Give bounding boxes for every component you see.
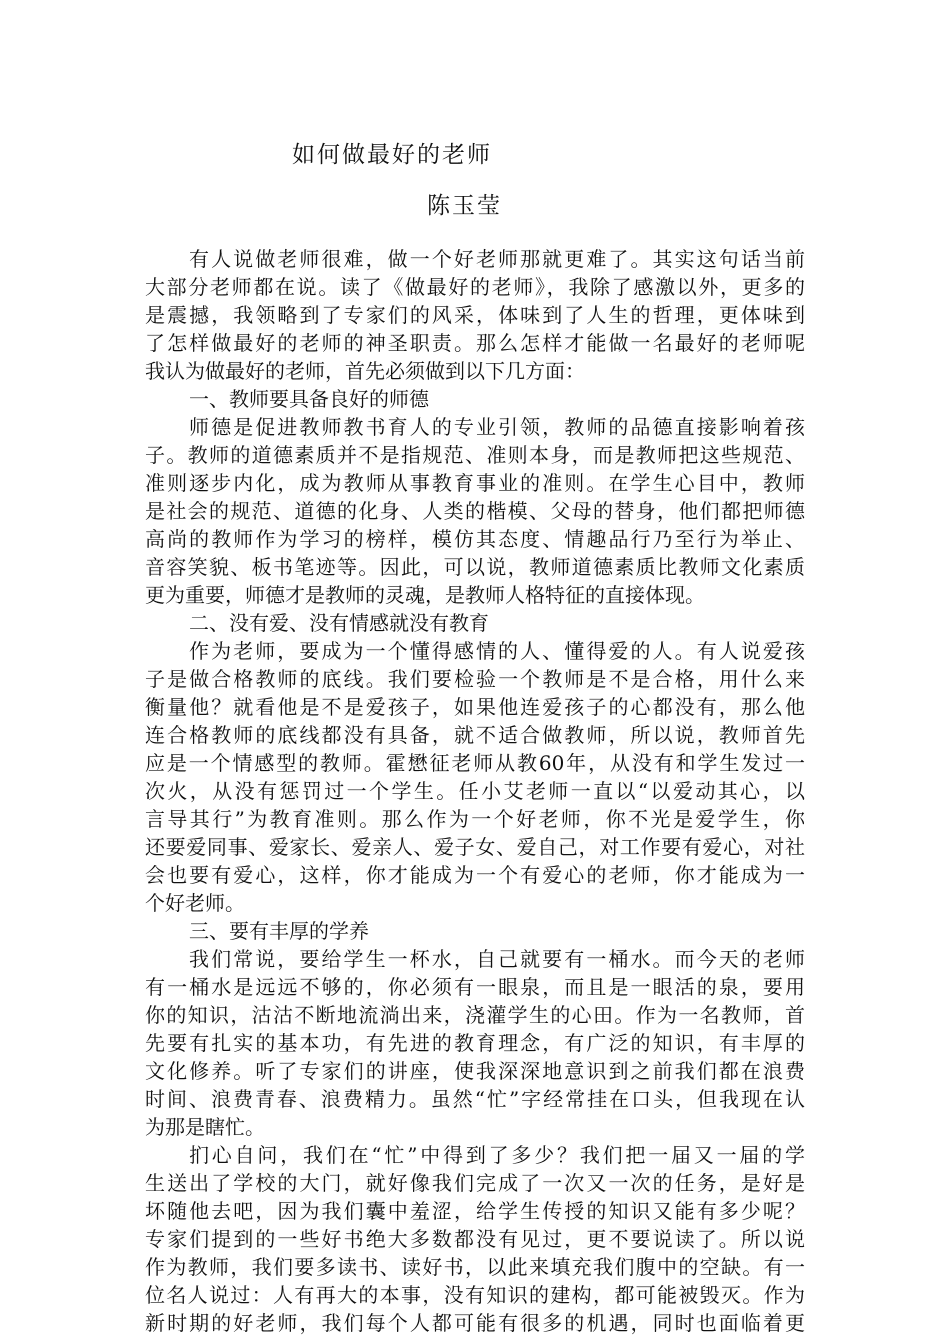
text-line: 大部分老师都在说。读了《做最好的老师》，我除了感激以外，更多的	[145, 275, 805, 299]
text-line: 还要爱同事、爱家长、爱亲人、爱子女、爱自己，对工作要有爱心，对社	[145, 835, 805, 859]
text-line: 高尚的教师作为学习的榜样，模仿其态度、情趣品行乃至行为举止、	[145, 527, 805, 551]
text-line: 了怎样做最好的老师的神圣职责。那么怎样才能做一名最好的老师呢	[145, 331, 805, 355]
text-line: 连合格教师的底线都没有具备，就不适合做教师，所以说，教师首先	[145, 723, 805, 747]
text-line: 我们常说，要给学生一杯水，自己就要有一桶水。而今天的老师	[189, 947, 805, 971]
text-line: 新时期的好老师，我们每个人都可能有很多的机遇，同时也面临着更	[145, 1311, 805, 1335]
text-line: 一、教师要具备良好的师德	[189, 387, 429, 411]
document-body	[145, 245, 805, 1337]
text-line: 次火，从没有惩罚过一个学生。任小艾老师一直以“以爱动其心，以	[145, 779, 805, 803]
text-line: 扪心自问，我们在“忙”中得到了多少？我们把一届又一届的学	[189, 1143, 805, 1167]
text-line: 三、要有丰厚的学养	[189, 919, 369, 943]
text-line: 言导其行”为教育准则。那么作为一个好老师，你不光是爱学生，你	[145, 807, 805, 831]
text-line: 时间、浪费青春、浪费精力。虽然“忙”字经常挂在口头，但我现在认	[145, 1087, 805, 1111]
text-line: 更为重要，师德才是教师的灵魂，是教师人格特征的直接体现。	[145, 583, 705, 607]
text-line: 作为教师，我们要多读书、读好书，以此来填充我们腹中的空缺。有一	[145, 1255, 805, 1279]
text-line: 生送出了学校的大门，就好像我们完成了一次又一次的任务，是好是	[145, 1171, 805, 1195]
text-line: 二、没有爱、没有情感就没有教育	[189, 611, 489, 635]
text-line: 是社会的规范、道德的化身、人类的楷模、父母的替身，他们都把师德	[145, 499, 805, 523]
text-line: 坏随他去吧，因为我们囊中羞涩，给学生传授的知识又能有多少呢？	[145, 1199, 805, 1223]
text-line: 准则逐步内化，成为教师从事教育事业的准则。在学生心目中，教师	[145, 471, 805, 495]
text-line: 音容笑貌、板书笔迹等。因此，可以说，教师道德素质比教师文化素质	[145, 555, 805, 579]
text-line: 衡量他？就看他是不是爱孩子，如果他连爱孩子的心都没有，那么他	[145, 695, 805, 719]
text-line: 有人说做老师很难，做一个好老师那就更难了。其实这句话当前	[189, 247, 805, 271]
text-line: 应是一个情感型的教师。霍懋征老师从教60年，从没有和学生发过一	[145, 751, 805, 775]
text-line: 有一桶水是远远不够的，你必须有一眼泉，而且是一眼活的泉，要用	[145, 975, 805, 999]
text-line: 会也要有爱心，这样，你才能成为一个有爱心的老师，你才能成为一	[145, 863, 805, 887]
text-line: 作为老师，要成为一个懂得感情的人、懂得爱的人。有人说爱孩	[189, 639, 805, 663]
text-line: 位名人说过：人有再大的本事，没有知识的建构，都可能被毁灭。作为	[145, 1283, 805, 1307]
text-line: 个好老师。	[145, 891, 245, 915]
text-line: 子。教师的道德素质并不是指规范、准则本身，而是教师把这些规范、	[145, 443, 805, 467]
text-line: 师德是促进教师教书育人的专业引领，教师的品德直接影响着孩	[189, 415, 805, 439]
text-line: 我认为做最好的老师，首先必须做到以下几方面：	[145, 359, 585, 383]
document-title: 如何做最好的老师	[292, 142, 492, 168]
text-line: 你的知识，沽沽不断地流淌出来，浇灌学生的心田。作为一名教师，首	[145, 1003, 805, 1027]
document-author: 陈玉莹	[427, 193, 502, 219]
text-line: 文化修养。听了专家们的讲座，使我深深地意识到之前我们都在浪费	[145, 1059, 805, 1083]
text-line: 先要有扎实的基本功，有先进的教育理念，有广泛的知识，有丰厚的	[145, 1031, 805, 1055]
text-line: 子是做合格教师的底线。我们要检验一个教师是不是合格，用什么来	[145, 667, 805, 691]
text-line: 是震撼，我领略到了专家们的风采，体味到了人生的哲理，更体味到	[145, 303, 805, 327]
text-line: 专家们提到的一些好书绝大多数都没有见过，更不要说读了。所以说	[145, 1227, 805, 1251]
text-line: 为那是瞎忙。	[145, 1115, 265, 1139]
